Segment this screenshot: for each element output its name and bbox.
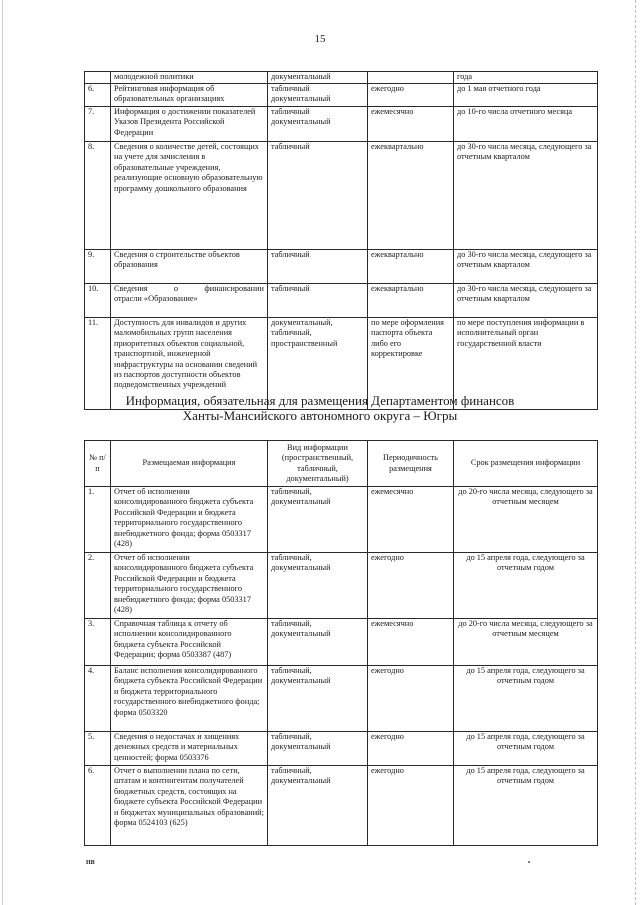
row-info-line: Сведения о финансировании bbox=[114, 284, 264, 293]
row-deadline: по мере поступления информации в исполнительный орган государственной власти bbox=[454, 318, 598, 410]
row-period: ежегодно bbox=[368, 553, 454, 619]
row-deadline: до 20-го числа месяца, следующего за отчетным месяцем bbox=[454, 619, 598, 666]
row-info: Отчет о выполнении плана по сети, штатам и контингентам получателей бюджетных средств, состоящих на бюджете субъекта Российской Федерации и бюджетах муниципальных образований; форма 0524103 (625) bbox=[111, 766, 268, 846]
row-period: ежемесячно bbox=[368, 487, 454, 553]
row-period: по мере оформления паспорта объекта либо его корректировке bbox=[368, 318, 454, 410]
row-type: табличный документальный bbox=[268, 84, 368, 107]
row-info: молодежной политики bbox=[111, 72, 268, 84]
row-info: Информация о достижении показателей Указов Президента Российской Федерации bbox=[111, 107, 268, 142]
table-row bbox=[85, 72, 598, 84]
section-title bbox=[0, 393, 640, 423]
row-deadline: до 15 апреля года, следующего за отчетным годом bbox=[454, 553, 598, 619]
row-period: ежегодно bbox=[368, 84, 454, 107]
row-period: ежегодно bbox=[368, 732, 454, 766]
row-number: 3. bbox=[85, 619, 111, 666]
row-deadline: до 30-го числа месяца, следующего за отчетным кварталом bbox=[454, 142, 598, 250]
header-period: Периодичность размещения bbox=[368, 441, 454, 487]
row-deadline: до 20-го числа месяца, следующего за отчетным месяцем bbox=[454, 487, 598, 553]
row-info bbox=[111, 284, 268, 318]
row-info: Баланс исполнения консолидированного бюджета субъекта Российской Федерации и бюджета территориального государственного внебюджетного фонда; форма 0503320 bbox=[111, 666, 268, 732]
table-row bbox=[85, 553, 598, 619]
row-type: табличный документальный bbox=[268, 107, 368, 142]
row-info: Сведения о количестве детей, состоящих на учете для зачисления в образовательные учреждения, реализующие основную образовательную программу дошкольного образования bbox=[111, 142, 268, 250]
row-type: табличный bbox=[268, 142, 368, 250]
section-title-line: Информация, обязательная для размещения Департаментом финансов bbox=[125, 393, 515, 408]
table-row bbox=[85, 284, 598, 318]
row-info: Справочная таблица к отчету об исполнении консолидированного бюджета субъекта Российской Федерации; форма 0503387 (487) bbox=[111, 619, 268, 666]
header-deadline: Срок размещения информации bbox=[454, 441, 598, 487]
row-period: ежемесячно bbox=[368, 107, 454, 142]
row-number bbox=[85, 72, 111, 84]
row-type: табличный, документальный bbox=[268, 619, 368, 666]
table-row bbox=[85, 250, 598, 284]
row-type: табличный bbox=[268, 284, 368, 318]
table-row bbox=[85, 619, 598, 666]
table-row bbox=[85, 732, 598, 766]
row-period bbox=[368, 72, 454, 84]
row-deadline: до 30-го числа месяца, следующего за отчетным кварталом bbox=[454, 284, 598, 318]
row-period: ежеквартально bbox=[368, 142, 454, 250]
row-deadline: до 15 апреля года, следующего за отчетным годом bbox=[454, 732, 598, 766]
row-period: ежеквартально bbox=[368, 250, 454, 284]
header-info: Размещаемая информация bbox=[111, 441, 268, 487]
row-deadline: до 1 мая отчетного года bbox=[454, 84, 598, 107]
row-number: 7. bbox=[85, 107, 111, 142]
row-number: 6. bbox=[85, 766, 111, 846]
page-number: 15 bbox=[314, 33, 326, 45]
row-info: Отчет об исполнении консолидированного бюджета субъекта Российской Федерации и бюджета территориального государственного внебюджетного фонда; форма 0503317 (428) bbox=[111, 487, 268, 553]
table-row bbox=[85, 666, 598, 732]
row-info: Доступность для инвалидов и других маломобильных групп населения приоритетных объектов социальной, транспортной, инженерной инфраструктуры на основании сведений из паспортов доступности объектов подведомственных учреждений bbox=[111, 318, 268, 410]
row-period: ежеквартально bbox=[368, 284, 454, 318]
row-number: 10. bbox=[85, 284, 111, 318]
page-edge-right bbox=[634, 0, 636, 905]
page-edge-left bbox=[2, 0, 3, 905]
table-row bbox=[85, 766, 598, 846]
row-number: 4. bbox=[85, 666, 111, 732]
table-row bbox=[85, 84, 598, 107]
row-type: табличный, документальный bbox=[268, 553, 368, 619]
row-type: табличный, документальный bbox=[268, 766, 368, 846]
row-number: 1. bbox=[85, 487, 111, 553]
row-info: Рейтинговая информация об образовательных организациях bbox=[111, 84, 268, 107]
row-number: 2. bbox=[85, 553, 111, 619]
row-type: табличный bbox=[268, 250, 368, 284]
row-type: документальный, табличный, пространственный bbox=[268, 318, 368, 410]
row-number: 8. bbox=[85, 142, 111, 250]
row-info-line: отрасли «Образование» bbox=[114, 294, 198, 304]
row-period: ежемесячно bbox=[368, 619, 454, 666]
footer-dot bbox=[528, 861, 530, 863]
finance-info-table bbox=[84, 440, 598, 846]
row-type: табличный, документальный bbox=[268, 666, 368, 732]
row-deadline: до 15 апреля года, следующего за отчетным годом bbox=[454, 766, 598, 846]
header-type: Вид информации (пространственный, табличный, документальный) bbox=[268, 441, 368, 487]
row-number: 5. bbox=[85, 732, 111, 766]
row-deadline: до 30-го числа месяца, следующего за отчетным кварталом bbox=[454, 250, 598, 284]
table-row bbox=[85, 107, 598, 142]
table-row bbox=[85, 142, 598, 250]
row-info: Сведения о строительстве объектов образования bbox=[111, 250, 268, 284]
row-type: табличный, документальный bbox=[268, 487, 368, 553]
row-type: документальный bbox=[268, 72, 368, 84]
row-deadline: до 15 апреля года, следующего за отчетным годом bbox=[454, 666, 598, 732]
footer-mark: НВ bbox=[86, 860, 95, 866]
row-number: 9. bbox=[85, 250, 111, 284]
section-title-line: Ханты-Мансийского автономного округа – Югры bbox=[182, 408, 458, 423]
row-deadline: до 10-го числа отчетного месяца bbox=[454, 107, 598, 142]
row-info: Сведения о недостачах и хищениях денежных средств и материальных ценностей; форма 0503376 bbox=[111, 732, 268, 766]
education-info-table bbox=[84, 71, 598, 410]
row-deadline: года bbox=[454, 72, 598, 84]
row-type: табличный, документальный bbox=[268, 732, 368, 766]
row-info: Отчет об исполнении консолидированного бюджета субъекта Российской Федерации и бюджета территориального государственного внебюджетного фонда; форма 0503317 (428) bbox=[111, 553, 268, 619]
table-header-row bbox=[85, 441, 598, 487]
row-number: 6. bbox=[85, 84, 111, 107]
row-period: ежегодно bbox=[368, 666, 454, 732]
table-row bbox=[85, 487, 598, 553]
header-number: № п/п bbox=[85, 441, 111, 487]
row-number: 11. bbox=[85, 318, 111, 410]
row-period: ежегодно bbox=[368, 766, 454, 846]
